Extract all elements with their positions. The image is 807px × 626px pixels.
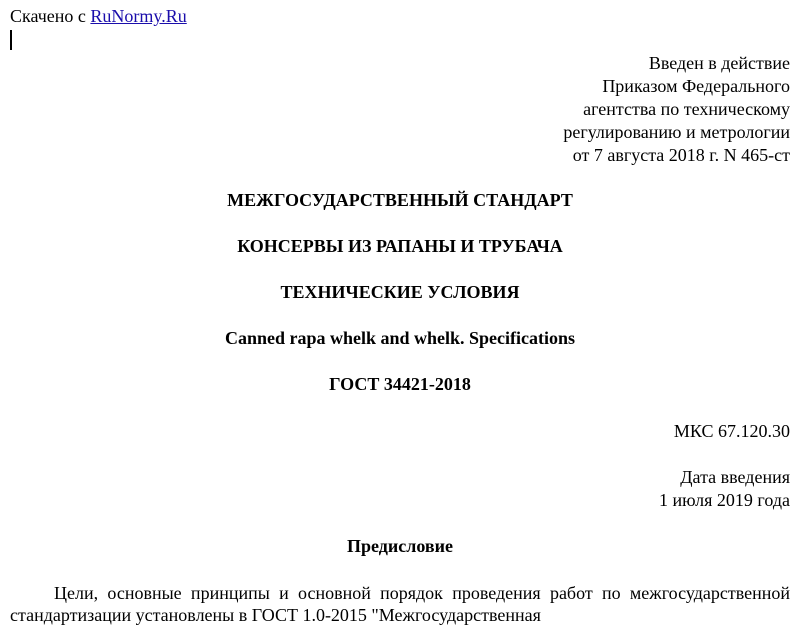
enactment-line: Приказом Федерального <box>602 76 790 96</box>
gost-number: ГОСТ 34421-2018 <box>329 374 471 394</box>
english-title: Canned rapa whelk and whelk. Specifications <box>224 328 576 348</box>
intro-date-value: 1 июля 2019 года <box>659 490 790 510</box>
mks-code: МКС 67.120.30 <box>673 421 790 441</box>
source-link[interactable]: RuNormy.Ru <box>90 6 187 26</box>
enactment-line: агентства по техническому <box>583 99 790 119</box>
intro-date-label: Дата введения <box>680 467 790 487</box>
source-line <box>10 5 187 27</box>
preface-paragraph: Цели, основные принципы и основной порядок проведения работ по межгосударственной стандартизации установлены в ГОСТ 1.0-2015 "Межгосударственная <box>10 583 790 625</box>
text-cursor <box>10 30 12 50</box>
enactment-block <box>563 52 790 167</box>
product-heading: КОНСЕРВЫ ИЗ РАПАНЫ И ТРУБАЧА <box>237 236 563 256</box>
source-prefix: Скачено с <box>10 6 91 26</box>
enactment-line: Введен в действие <box>648 53 790 73</box>
specifications-heading: ТЕХНИЧЕСКИЕ УСЛОВИЯ <box>280 282 520 302</box>
enactment-line: регулированию и метрологии <box>563 122 790 142</box>
enactment-line: от 7 августа 2018 г. N 465-ст <box>572 145 790 165</box>
standard-type-heading: МЕЖГОСУДАРСТВЕННЫЙ СТАНДАРТ <box>227 190 573 210</box>
preface-heading: Предисловие <box>347 536 453 556</box>
